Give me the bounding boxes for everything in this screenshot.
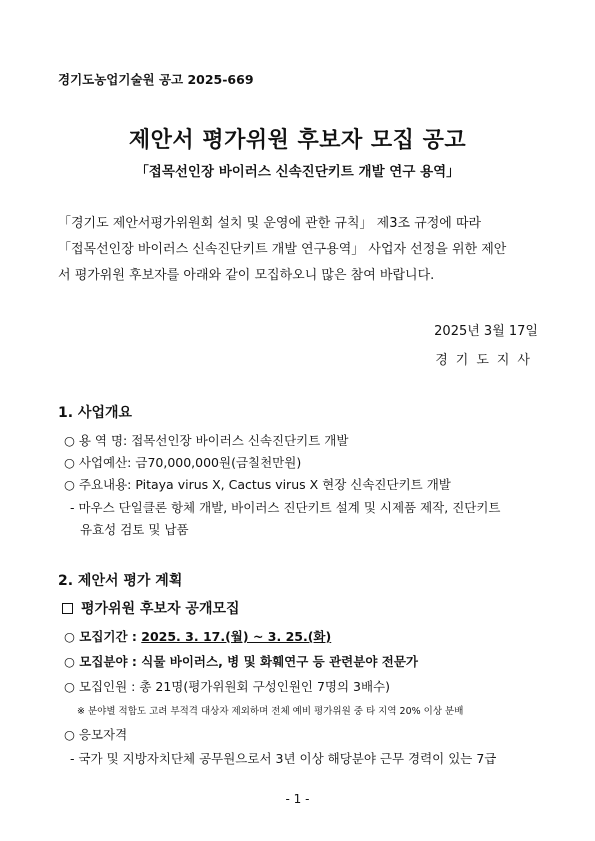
checkbox-icon [62,603,73,614]
service-name: ○ 용 역 명: 접목선인장 바이러스 신속진단키트 개발 [64,433,349,448]
intro-line: 「경기도 제안서평가위원회 설치 및 운영에 관한 규칙」 제3조 규정에 따라 [58,216,482,231]
qualification-heading: ○ 응모자격 [64,727,128,742]
recruitment-headcount: ○ 모집인원 : 총 21명(평가위원회 구성인원인 7명의 3배수) [64,679,390,694]
recruitment-subheading [62,598,240,618]
intro-line: 서 평가위원 후보자를 아래와 같이 모집하오니 많은 참여 바랍니다. [58,268,435,283]
notice-date: 2025년 3월 17일 [434,324,538,339]
notice-number: 경기도농업기술원 공고 2025-669 [58,72,254,87]
detail-line: - 마우스 단일클론 항체 개발, 바이러스 진단키트 설계 및 시제품 제작, 진단키트 [70,500,501,515]
page-title: 제안서 평가위원 후보자 모집 공고 [128,128,467,153]
issuer: 경기도지사 [435,353,538,368]
section-heading-plan: 2. 제안서 평가 계획 [58,573,183,589]
detail-line: 유효성 검토 및 납품 [80,522,189,537]
page-number: - 1 - [285,792,310,806]
period-label: ○ 모집기간 : [64,629,142,644]
intro-paragraph [58,211,540,289]
selection-note: ※ 분야별 적합도 고려 부적격 대상자 제외하며 전체 예비 평가위원 중 타 지역 20% 이상 분배 [77,706,464,717]
main-content: ○ 주요내용: Pitaya virus X, Cactus virus X 현장 신속진단키트 개발 [64,477,451,492]
recruitment-field: ○ 모집분야 : 식물 바이러스, 병 및 화훼연구 등 관련분야 전문가 [64,654,418,669]
period-value: 2025. 3. 17.(월) ~ 3. 25.(화) [141,629,332,644]
recruitment-subheading-label: 평가위원 후보자 공개모집 [81,601,240,617]
section-heading-overview: 1. 사업개요 [58,405,133,421]
intro-line: 「접목선인장 바이러스 신속진단키트 개발 연구용역」 사업자 선정을 위한 제안 [58,242,507,257]
qualification-item: - 국가 및 지방자치단체 공무원으로서 3년 이상 해당분야 근무 경력이 있는 7급 [70,751,497,766]
page-subtitle: 「접목선인장 바이러스 신속진단키트 개발 연구 용역」 [135,164,460,180]
recruitment-period [64,627,331,645]
budget: ○ 사업예산: 금70,000,000원(금칠천만원) [64,455,302,470]
